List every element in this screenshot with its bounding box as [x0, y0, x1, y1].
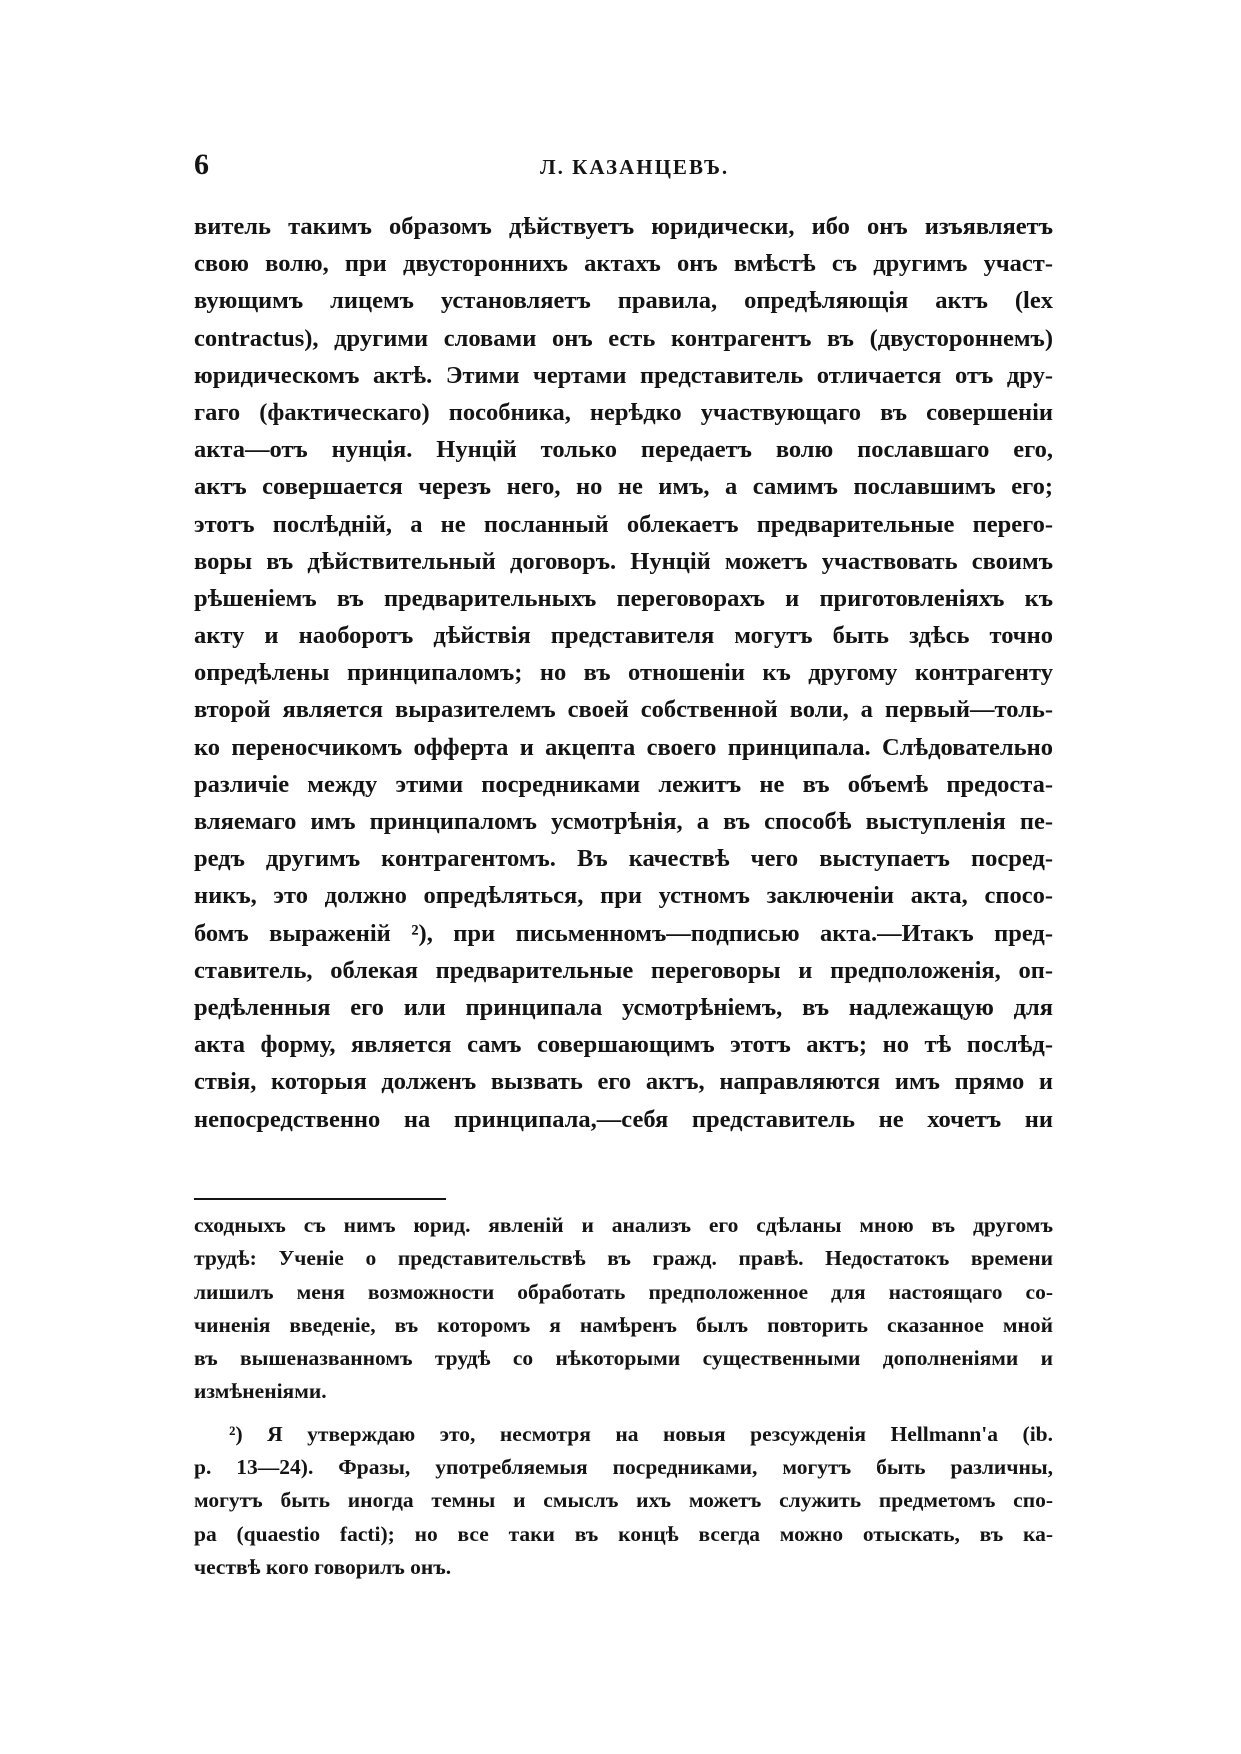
footnote-line: лишилъ меня возможности обработать предположенное для настоящаго со- — [194, 1279, 1053, 1304]
text-line: contractus), другими словами онъ есть контрагентъ въ (двустороннемъ) — [194, 324, 1053, 352]
text-line: свою волю, при двустороннихъ актахъ онъ вмѣстѣ съ другимъ участ- — [194, 250, 1053, 278]
text-line: второй является выразителемъ своей собственной воли, а первый—толь- — [194, 696, 1053, 724]
text-line: никъ, это должно опредѣляться, при устномъ заключеніи акта, спосо- — [194, 882, 1053, 910]
footnote-2-line: p. 13—24). Фразы, употребляемыя посредниками, могутъ быть различны, — [194, 1455, 1053, 1480]
text-line: бомъ выраженій ²), при письменномъ—подписью акта.—Итакъ пред- — [194, 919, 1053, 947]
footnote-gap — [194, 1409, 1053, 1418]
text-line: витель такимъ образомъ дѣйствуетъ юридически, ибо онъ изъявляетъ — [194, 213, 1053, 240]
text-line: ставитель, облекая предварительные переговоры и предположенія, оп- — [194, 956, 1053, 984]
page-number: 6 — [194, 148, 209, 181]
text-line: ко переносчикомъ офферта и акцепта своего принципала. Слѣдовательно — [194, 733, 1053, 761]
footnote-line: трудѣ: Ученіе о представительствѣ въ гражд. правѣ. Недостатокъ времени — [194, 1246, 1053, 1271]
text-line: юридическомъ актѣ. Этими чертами представитель отличается отъ дру- — [194, 361, 1053, 389]
main-text — [194, 208, 1053, 1138]
footnote-line: чиненія введеніе, въ которомъ я намѣренъ былъ повторить сказанное мной — [194, 1312, 1053, 1337]
text-line: непосредственно на принципала,—себя представитель не хочетъ ни — [194, 1105, 1053, 1133]
text-line: актъ совершается черезъ него, но не имъ, а самимъ пославшимъ его; — [194, 473, 1053, 501]
footnotes — [194, 1209, 1053, 1584]
footnote-line: сходныхъ съ нимъ юрид. явленій и анализъ его сдѣланы мною въ другомъ — [194, 1213, 1053, 1237]
text-line: различіе между этими посредниками лежитъ не въ объемѣ предоста- — [194, 770, 1053, 798]
running-head: Л. КАЗАНЦЕВЪ. — [540, 155, 730, 179]
footnote-2-line: ²) Я утверждаю это, несмотря на новыя резсужденія Hellmann'a (ib. — [229, 1421, 1053, 1446]
text-line: акта форму, является самъ совершающимъ этотъ актъ; но тѣ послѣд- — [194, 1031, 1053, 1059]
text-line: акта—отъ нунція. Нунцій только передаетъ волю пославшаго его, — [194, 436, 1053, 464]
footnote-2-line: ра (quaestio facti); но все таки въ концѣ всегда можно отыскать, въ ка- — [194, 1521, 1053, 1546]
text-line: ствія, которыя долженъ вызвать его актъ, направляются имъ прямо и — [194, 1068, 1053, 1096]
text-line: вующимъ лицемъ установляетъ правила, опредѣляющія актъ (lex — [194, 287, 1053, 315]
footnote-line: въ вышеназванномъ трудѣ со нѣкоторыми существенными дополненіями и — [194, 1346, 1053, 1371]
footnote-2-line: чествѣ кого говорилъ онъ. — [194, 1554, 452, 1579]
text-line: редѣленныя его или принципала усмотрѣніемъ, въ надлежащую для — [194, 993, 1053, 1021]
text-line: редъ другимъ контрагентомъ. Въ качествѣ чего выступаетъ посред- — [194, 845, 1053, 873]
footnote-line: измѣненіями. — [194, 1379, 327, 1404]
text-line: вляемаго имъ принципаломъ усмотрѣнія, а въ способѣ выступленія пе- — [194, 808, 1053, 835]
footnote-2-line: могутъ быть иногда темны и смыслъ ихъ можетъ служить предметомъ спо- — [194, 1488, 1053, 1513]
text-line: акту и наоборотъ дѣйствія представителя могутъ быть здѣсь точно — [194, 622, 1053, 650]
text-line: этотъ послѣдній, а не посланный облекаетъ предварительные перего- — [194, 510, 1053, 538]
text-line: опредѣлены принципаломъ; но въ отношеніи къ другому контрагенту — [194, 659, 1053, 687]
text-line: воры въ дѣйствительный договоръ. Нунцій можетъ участвовать своимъ — [194, 547, 1053, 575]
text-line: гаго (фактическаго) пособника, нерѣдко участвующаго въ совершеніи — [194, 398, 1053, 426]
footnote-separator — [194, 1198, 446, 1200]
text-line: рѣшеніемъ въ предварительныхъ переговорахъ и приготовленіяхъ къ — [194, 584, 1053, 612]
